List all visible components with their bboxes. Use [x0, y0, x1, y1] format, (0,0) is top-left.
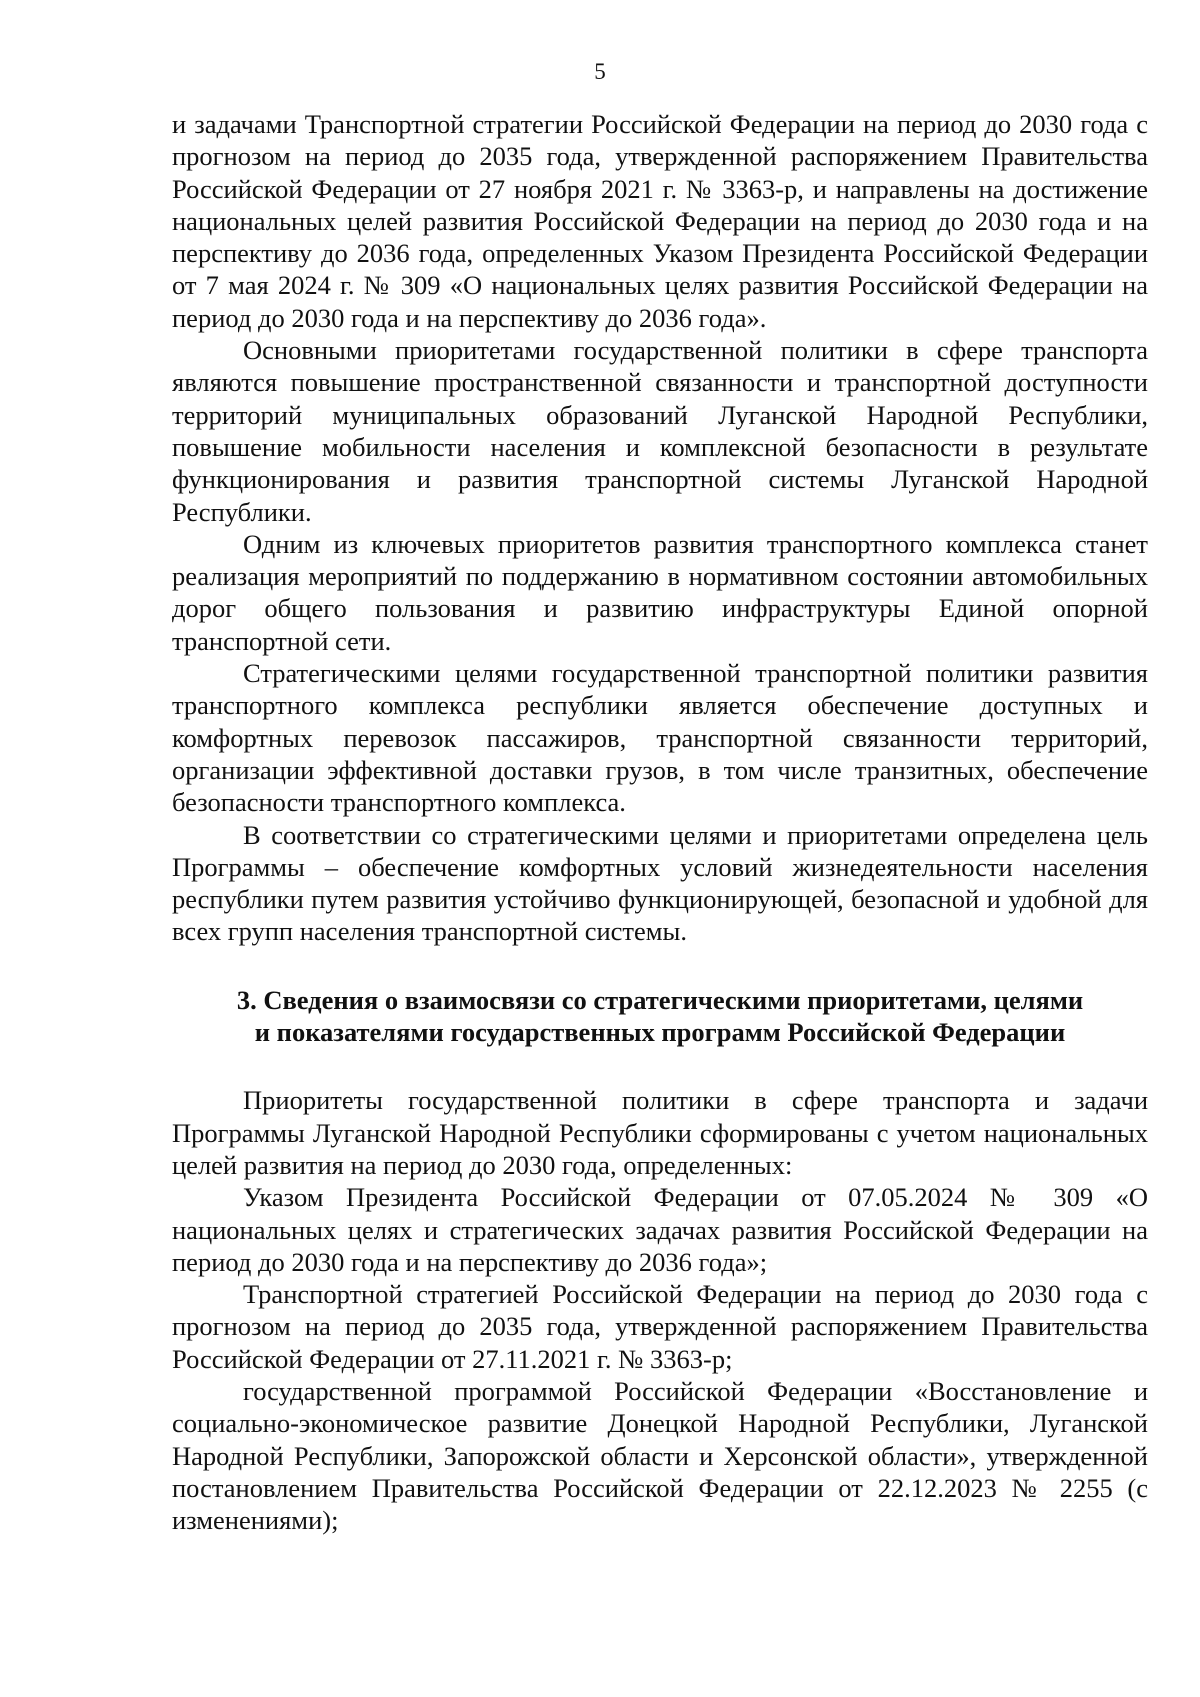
page-number: 5: [594, 59, 606, 84]
paragraph: государственной программой Российской Федерации «Восстановление и социально-экономическое развитие Донецкой Народной Республики, Луганской Народной Республики, Запорожской области и Херсонской области», утвержденной постановлением Правительства Российской Федерации от 22.12.2023 № 2255 (с изменениями);: [172, 1375, 1148, 1536]
paragraph: и задачами Транспортной стратегии Российской Федерации на период до 2030 года с прогнозом на период до 2035 года, утвержденной распоряжением Правительства Российской Федерации от 27 ноября 2021 г. № 3363-р, и направлены на достижение национальных целей развития Российской Федерации на период до 2030 года и на перспективу до 2036 года, определенных Указом Президента Российской Федерации от 7 мая 2024 г. № 309 «О национальных целях развития Российской Федерации на период до 2030 года и на перспективу до 2036 года».: [172, 109, 1148, 333]
paragraph: Транспортной стратегией Российской Федерации на период до 2030 года с прогнозом на период до 2035 года, утвержденной распоряжением Правительства Российской Федерации от 27.11.2021 г. № 3363-р;: [172, 1279, 1148, 1374]
paragraph: Одним из ключевых приоритетов развития транспортного комплекса станет реализация мероприятий по поддержанию в нормативном состоянии автомобильных дорог общего пользования и развитию инфраструктуры Единой опорной транспортной сети.: [172, 528, 1148, 656]
paragraph: Приоритеты государственной политики в сфере транспорта и задачи Программы Луганской Народной Республики сформированы с учетом национальных целей развития на период до 2030 года, определенных:: [172, 1085, 1148, 1180]
paragraph: Указом Президента Российской Федерации от 07.05.2024 № 309 «О национальных целях и стратегических задачах развития Российской Федерации на период до 2030 года и на перспективу до 2036 года»;: [172, 1182, 1148, 1277]
section-heading-line: и показателями государственных программ Российской Федерации: [254, 1017, 1066, 1048]
section-heading-line: 3. Сведения о взаимосвязи со стратегическими приоритетами, целями: [236, 984, 1084, 1015]
paragraph: Стратегическими целями государственной транспортной политики развития транспортного комплекса республики является обеспечение доступных и комфортных перевозок пассажиров, транспортной связанности территорий, организации эффективной доставки грузов, в том числе транзитных, обеспечение безопасности транспортного комплекса.: [172, 658, 1148, 818]
paragraph: В соответствии со стратегическими целями и приоритетами определена цель Программы – обеспечение комфортных условий жизнедеятельности населения республики путем развития устойчиво функционирующей, безопасной и удобной для всех групп населения транспортной системы.: [172, 819, 1148, 947]
document-body: [172, 108, 1148, 1536]
section-heading: [172, 984, 1148, 1049]
paragraph: Основными приоритетами государственной политики в сфере транспорта являются повышение пространственной связанности и транспортной доступности территорий муниципальных образований Луганской Народной Республики, повышение мобильности населения и комплексной безопасности в результате функционирования и развития транспортной системы Луганской Народной Республики.: [172, 335, 1148, 527]
